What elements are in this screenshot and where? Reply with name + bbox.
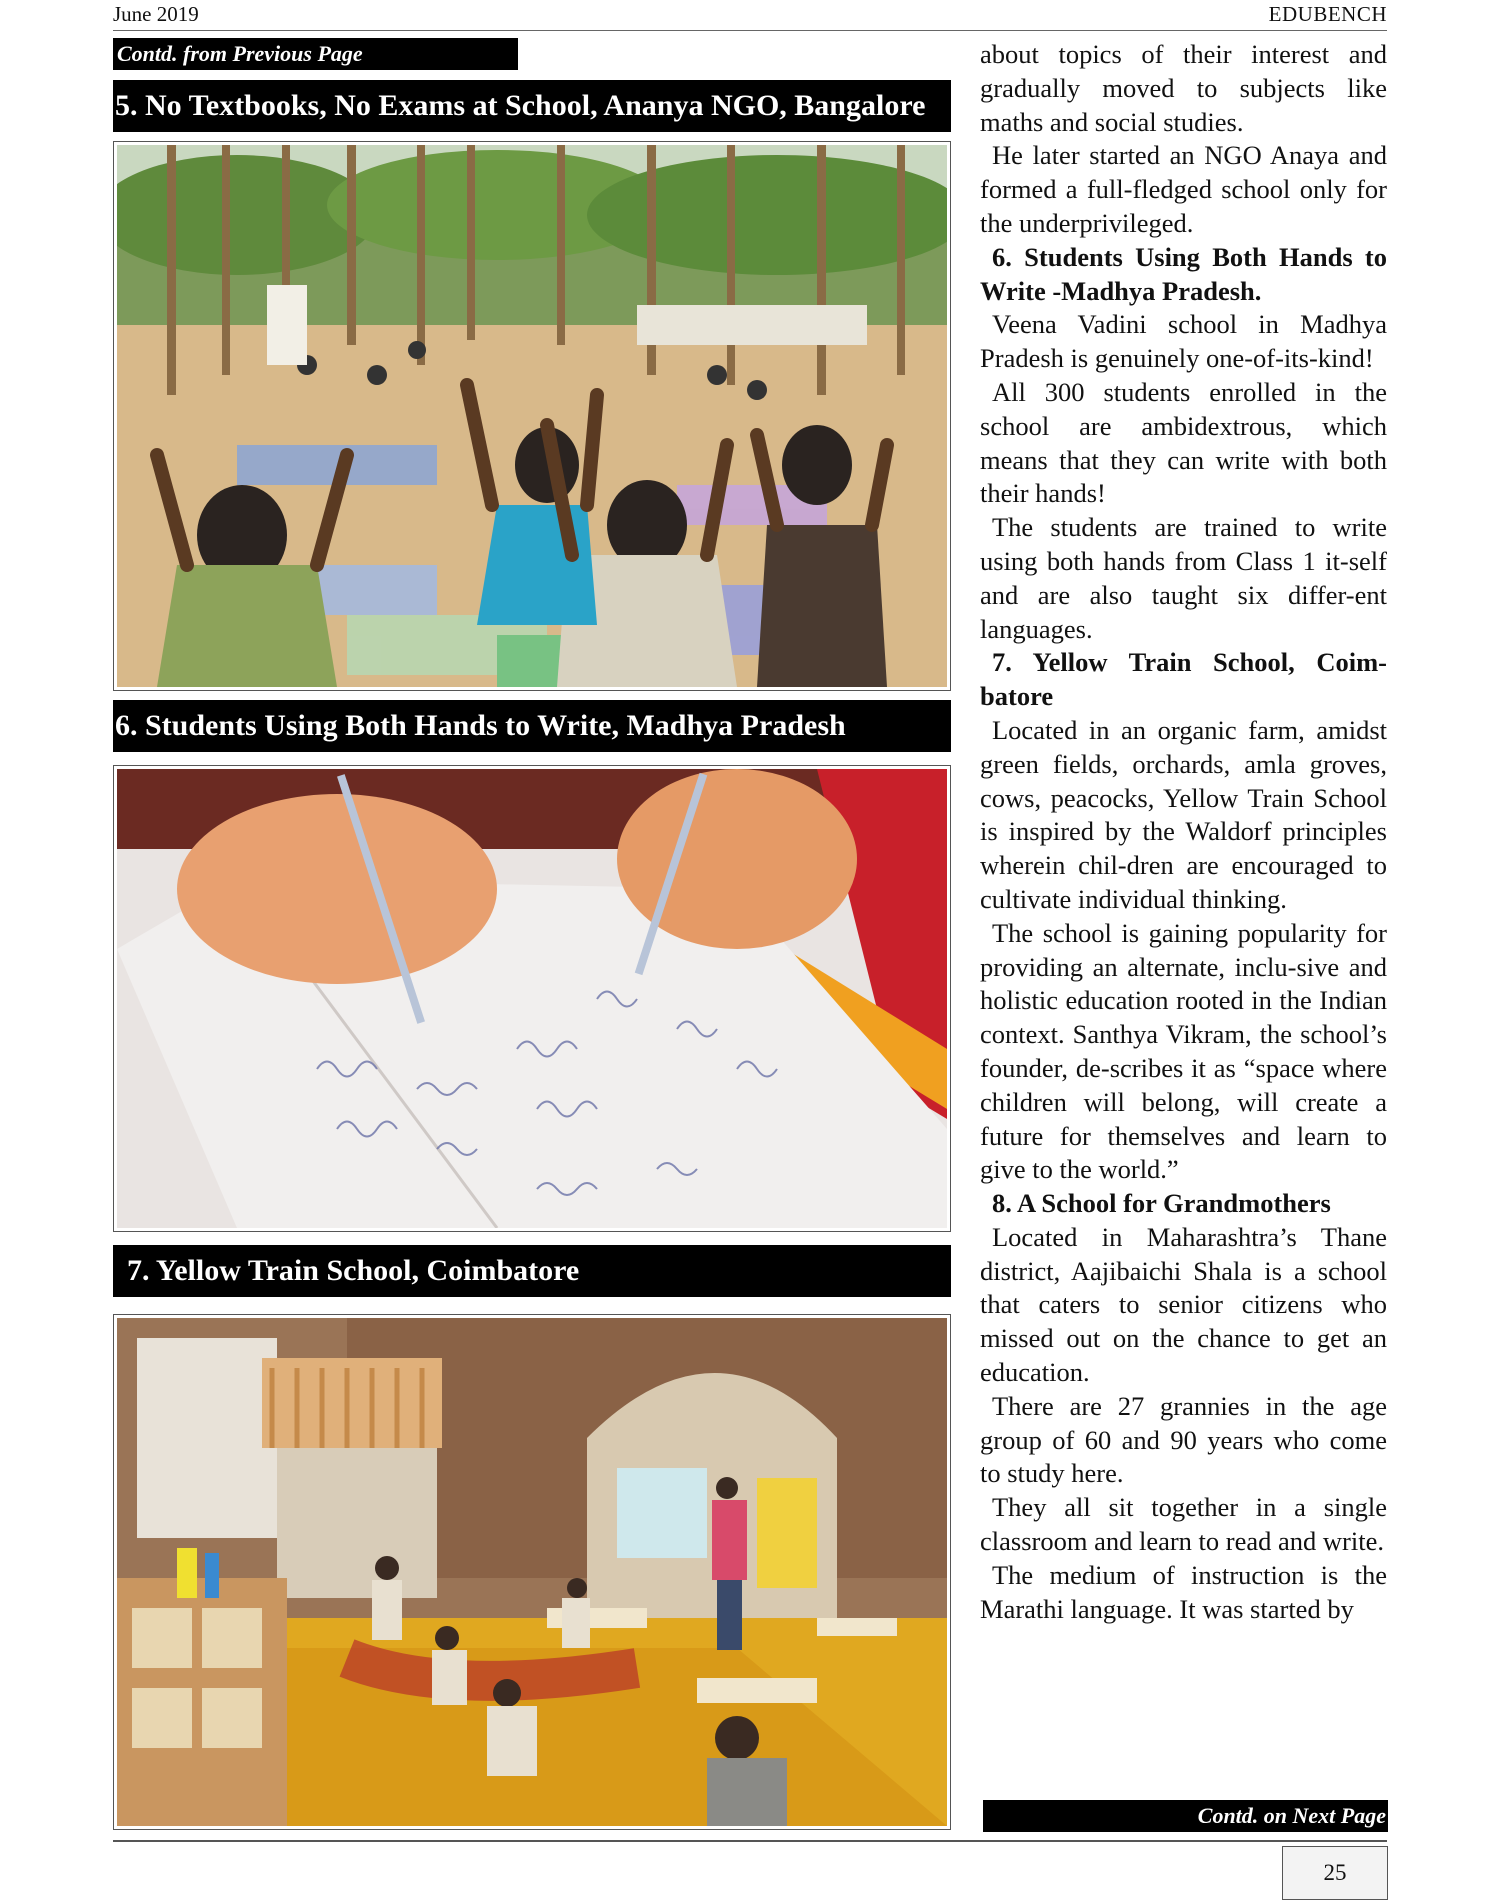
footer-rule [113, 1840, 1387, 1842]
article-paragraph: Located in an organic farm, amidst green fields, orchards, amla groves, cows, peacocks, Yellow Train School is inspired by the Waldorf principles wherein chil-dren are encouraged to cultivate individual thinking. [980, 714, 1387, 914]
photo-yoga-class-outdoors [113, 141, 951, 691]
caption-both-hands: 6. Students Using Both Hands to Write, Madhya Pradesh [113, 700, 951, 752]
article-paragraph: about topics of their interest and gradually moved to subjects like maths and social studies. [980, 39, 1387, 137]
page-number: 25 [1282, 1846, 1388, 1900]
contd-next-banner: Contd. on Next Page [983, 1800, 1388, 1832]
article-paragraph: The students are trained to write using both hands from Class 1 it-self and are also taught six differ-ent languages. [980, 512, 1387, 644]
article-paragraph: They all sit together in a single classroom and learn to read and write. [980, 1492, 1387, 1557]
writing-hands-illustration [117, 769, 947, 1228]
contd-from-banner: Contd. from Previous Page [113, 38, 518, 70]
header-rule [113, 30, 1387, 31]
article-paragraph: There are 27 grannies in the age group of 60 and 90 years who come to study here. [980, 1390, 1387, 1489]
caption-ananya-ngo: 5. No Textbooks, No Exams at School, Ananya NGO, Bangalore [113, 80, 951, 132]
caption-yellow-train: 7. Yellow Train School, Coimbatore [113, 1245, 951, 1297]
article-paragraph: He later started an NGO Anaya and formed a full-fledged school only for the underprivileged. [980, 140, 1387, 238]
article-paragraph: The medium of instruction is the Marathi language. It was started by [980, 1559, 1387, 1624]
section-heading-both-hands: 6. Students Using Both Hands to Write -Madhya Pradesh. [980, 241, 1387, 306]
issue-date: June 2019 [113, 2, 199, 26]
publication-name: EDUBENCH [1268, 2, 1387, 26]
photo-yellow-train-classroom [113, 1314, 951, 1830]
article-paragraph: Veena Vadini school in Madhya Pradesh is genuinely one-of-its-kind! [980, 309, 1387, 374]
yoga-class-illustration [117, 145, 947, 687]
article-paragraph: Located in Maharashtra’s Thane district, Aajibaichi Shala is a school that caters to senior citizens who missed out on the chance to get an education. [980, 1221, 1387, 1388]
classroom-illustration [117, 1318, 947, 1826]
article-paragraph: The school is gaining popularity for providing an alternate, inclu-sive and holistic education rooted in the Indian context. Santhya Vikram, the school’s founder, de-scribes it as “space where children will belong, will create a future for themselves and learn to give to the world.” [980, 917, 1387, 1185]
article-text-column [980, 38, 1387, 1626]
photo-ambidextrous-writing [113, 765, 951, 1232]
section-heading-grandmothers: 8. A School for Grandmothers [992, 1188, 1331, 1219]
section-heading-yellow-train: 7. Yellow Train School, Coim-batore [980, 647, 1387, 712]
article-paragraph: All 300 students enrolled in the school are ambidextrous, which means that they can write with both their hands! [980, 376, 1387, 509]
